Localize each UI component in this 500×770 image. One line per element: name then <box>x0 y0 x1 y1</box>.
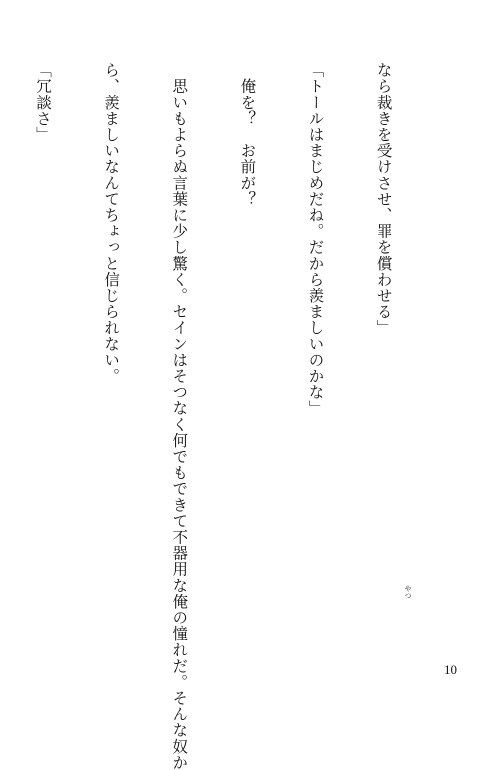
body-text <box>0 62 440 770</box>
text-line: ら、羨ましいなんてちょっと信じられない。 <box>102 62 121 384</box>
text-line: なら裁きを受けさせ、罪を償わせる」 <box>374 62 393 336</box>
ruby-annotation: やつ <box>404 585 412 599</box>
text-line: 思いもよらぬ言葉に少し驚く。セインはそつなく何でもできて不器用な俺の憧れだ。そんな奴か <box>170 62 189 770</box>
text-line: 「トールはまじめだね。だから羨ましいのかな」 <box>306 62 325 417</box>
text-line: 「冗談さ」 <box>34 62 53 143</box>
page-number: 10 <box>444 662 457 677</box>
text-line: 俺を？ お前が？ <box>238 62 257 207</box>
